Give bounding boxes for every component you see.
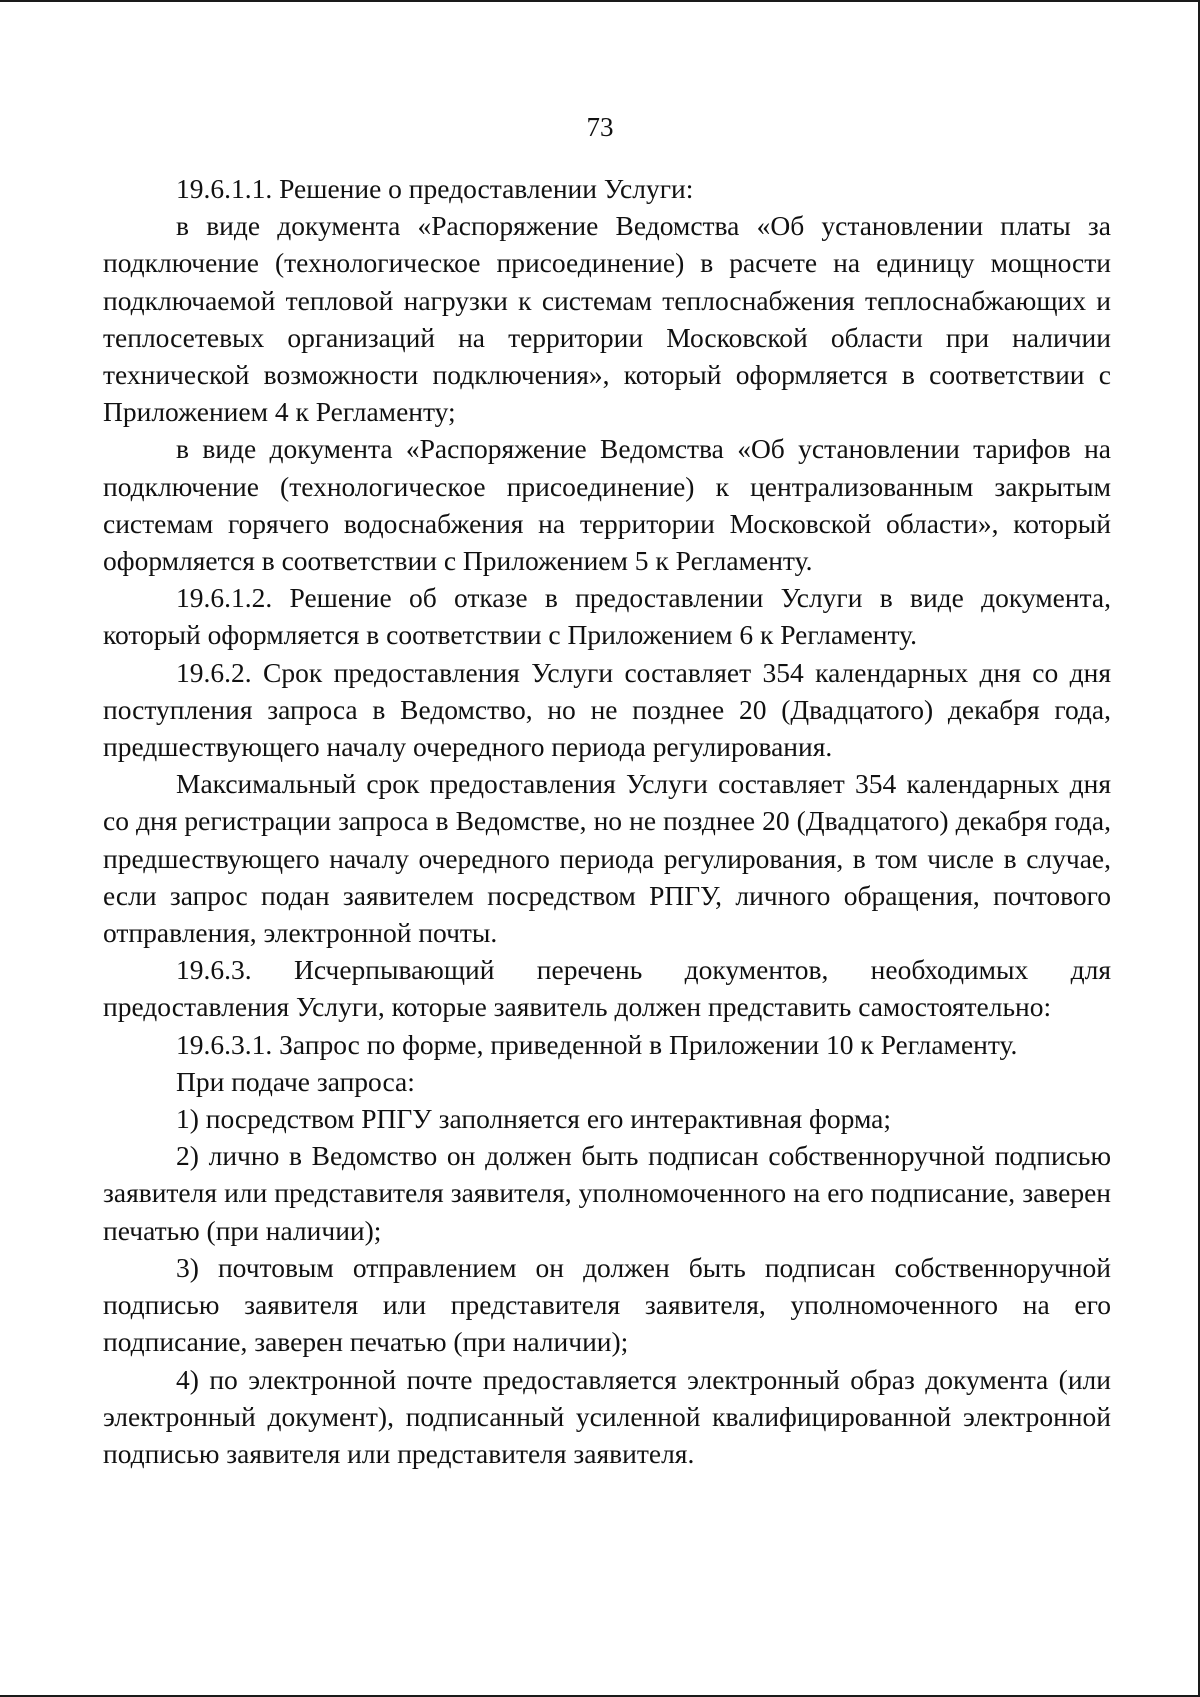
document-body (103, 170, 1111, 1472)
paragraph-submission-intro: При подаче запроса: (176, 1065, 415, 1097)
paragraph-19-6-1-1: 19.6.1.1. Решение о предоставлении Услуги: (176, 173, 694, 204)
paragraph-payment-order: в виде документа «Распоряжение Ведомства «Об установлении платы за подключение (технологическое присоединение) в расчете на единицу мощности подключаемой тепловой нагрузки к системам теплоснабжения теплоснабжающих и теплосетевых организаций на территории Московской области при наличии технической возможности подключения», который оформляется в соответствии с Приложением 4 к Регламенту; (103, 210, 1111, 428)
paragraph-19-6-3-1: 19.6.3.1. Запрос по форме, приведенной в Приложении 10 к Регламенту. (176, 1028, 1018, 1060)
scan-edge-top (0, 0, 1200, 2)
paragraph-19-6-3: 19.6.3. Исчерпывающий перечень документов, необходимых для предоставления Услуги, которые заявитель должен представить самостоятельно: (103, 954, 1111, 1023)
paragraph-item-4: 4) по электронной почте предоставляется электронный образ документа (или электронный документ), подписанный усиленной квалифицированной электронной подписью заявителя или представителя заявителя. (103, 1363, 1111, 1469)
paragraph-tariff-order: в виде документа «Распоряжение Ведомства «Об установлении тарифов на подключение (технологическое присоединение) к централизованным закрытым системам горячего водоснабжения на территории Московской области», который оформляется в соответствии с Приложением 5 к Регламенту. (103, 433, 1111, 577)
paragraph-max-term: Максимальный срок предоставления Услуги составляет 354 календарных дня со дня регистрации запроса в Ведомстве, но не позднее 20 (Двадцатого) декабря года, предшествующего началу очередного периода регулирования, в том числе в случае, если запрос подан заявителем посредством РПГУ, личного обращения, почтового отправления, электронной почты. (103, 768, 1111, 949)
paragraph-item-1: 1) посредством РПГУ заполняется его интерактивная форма; (176, 1103, 891, 1135)
paragraph-item-2: 2) лично в Ведомство он должен быть подписан собственноручной подписью заявителя или представителя заявителя, уполномоченного на его подписание, заверен печатью (при наличии); (103, 1140, 1111, 1246)
paragraph-19-6-1-2: 19.6.1.2. Решение об отказе в предоставлении Услуги в виде документа, который оформляется в соответствии с Приложением 6 к Регламенту. (103, 582, 1111, 651)
paragraph-item-3: 3) почтовым отправлением он должен быть подписан собственноручной подписью заявителя или представителя заявителя, уполномоченного на его подписание, заверен печатью (при наличии); (103, 1251, 1111, 1358)
page-number: 73 (586, 112, 614, 142)
paragraph-19-6-2: 19.6.2. Срок предоставления Услуги составляет 354 календарных дня со дня поступления запроса в Ведомство, но не позднее 20 (Двадцатого) декабря года, предшествующего началу очередного периода регулирования. (103, 656, 1111, 763)
